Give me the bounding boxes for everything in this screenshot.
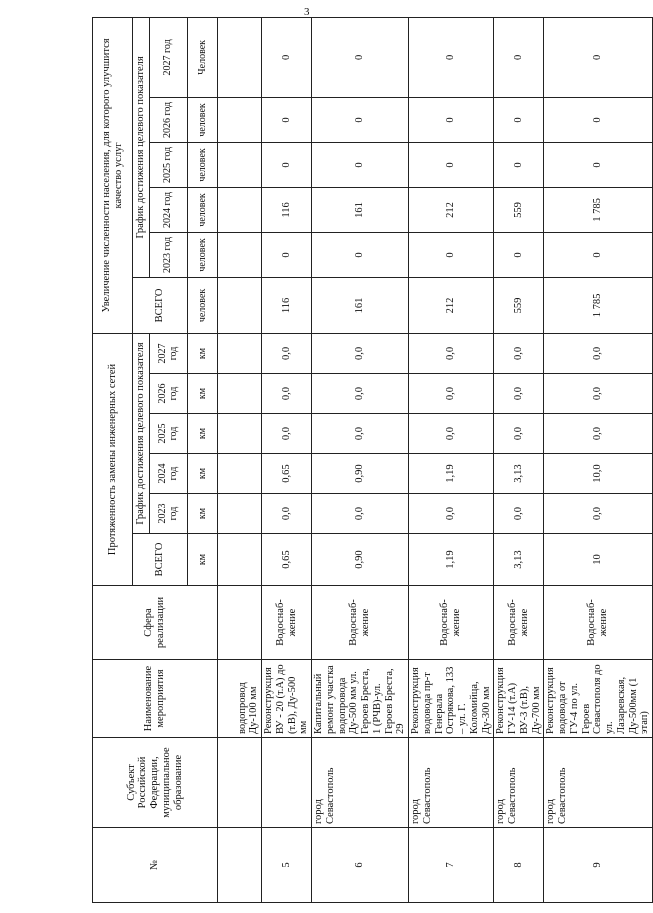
cell-population-year: 0 (262, 232, 312, 277)
cell-empty (218, 333, 262, 373)
cell-population-total: 212 (409, 277, 494, 333)
cell-length-year: 0,0 (262, 374, 312, 414)
cell-empty (218, 738, 262, 828)
cell-subject: город Севастополь (544, 738, 653, 828)
cell-empty (218, 277, 262, 333)
header-population-year: 2026 год (150, 97, 188, 142)
cell-empty (218, 586, 262, 660)
table-body (218, 17, 653, 902)
header-length-year: 2026 год (150, 374, 188, 414)
cell-number: 6 (312, 828, 409, 903)
cell-length-total: 1,19 (409, 534, 494, 586)
header-population-year: 2023 год (150, 232, 188, 277)
cell-population-year: 0 (409, 97, 494, 142)
cell-population-year: 0 (494, 142, 544, 187)
cell-population-total: 161 (312, 277, 409, 333)
cell-sphere: Водоснаб-жение (262, 586, 312, 660)
unit-person: человек (188, 97, 218, 142)
cell-length-year: 1,19 (409, 454, 494, 494)
cell-length-year: 0,0 (544, 414, 653, 454)
unit-km: км (188, 414, 218, 454)
cell-population-year: 0 (262, 17, 312, 97)
cell-empty (218, 494, 262, 534)
cell-name: Реконструкция водовода пр-т Генерала Острякова, 133 – ул. Г. Коломийца, Ду-300 мм (409, 660, 494, 738)
cell-empty (218, 534, 262, 586)
cell-length-year: 0,65 (262, 454, 312, 494)
cell-population-year: 0 (312, 142, 409, 187)
table-row (262, 17, 312, 902)
cell-population-year: 0 (409, 142, 494, 187)
header-length-year: 2025 год (150, 414, 188, 454)
cell-population-year: 1 785 (544, 187, 653, 232)
cell-population-year: 0 (544, 97, 653, 142)
cell-name: Реконструкция ГУ-14 (т.А) ВУ-3 (т.В), Ду-700 мм (494, 660, 544, 738)
cell-length-year: 0,0 (544, 374, 653, 414)
header-name: Наименование мероприятия (93, 660, 218, 738)
table-row (494, 17, 544, 902)
cell-length-year: 0,0 (409, 494, 494, 534)
cell-population-year: 0 (494, 17, 544, 97)
cell-empty (218, 142, 262, 187)
cell-sphere: Водоснаб-жение (409, 586, 494, 660)
cell-population-year: 0 (409, 232, 494, 277)
cell-length-year: 0,0 (409, 333, 494, 373)
cell-length-year: 0,90 (312, 454, 409, 494)
cell-empty (218, 374, 262, 414)
table-row-continuation (218, 17, 262, 902)
unit-person: человек (188, 187, 218, 232)
cell-population-year: 0 (312, 17, 409, 97)
cell-length-year: 3,13 (494, 454, 544, 494)
unit-km: км (188, 374, 218, 414)
cell-length-total: 10 (544, 534, 653, 586)
table-row (409, 17, 494, 902)
cell-population-year: 212 (409, 187, 494, 232)
cell-length-year: 0,0 (312, 414, 409, 454)
header-population-year: 2024 год (150, 187, 188, 232)
cell-length-year: 0,0 (312, 494, 409, 534)
cell-subject: город Севастополь (494, 738, 544, 828)
cell-length-year: 0,0 (409, 414, 494, 454)
cell-population-year: 0 (494, 232, 544, 277)
unit-km: км (188, 454, 218, 494)
table-row (312, 17, 409, 902)
header-population-year: 2025 год (150, 142, 188, 187)
unit-person: человек (188, 232, 218, 277)
cell-length-year: 0,0 (312, 333, 409, 373)
cell-empty (218, 454, 262, 494)
cell-empty (218, 17, 262, 97)
header-length-year: 2027 год (150, 333, 188, 373)
table-header (93, 17, 218, 902)
cell-length-year: 0,0 (544, 494, 653, 534)
cell-length-year: 0,0 (262, 333, 312, 373)
cell-subject: город Севастополь (409, 738, 494, 828)
cell-population-year: 0 (312, 97, 409, 142)
cell-empty (218, 97, 262, 142)
header-number: № (93, 828, 218, 903)
cell-name: Реконструкция ВУ - 20 (т.А) до (т.В), Ду-500 мм (262, 660, 312, 738)
cell-number: 7 (409, 828, 494, 903)
cell-length-year: 0,0 (262, 414, 312, 454)
cell-population-year: 0 (409, 17, 494, 97)
cell-number: 9 (544, 828, 653, 903)
cell-population-year: 116 (262, 187, 312, 232)
unit-km: км (188, 494, 218, 534)
cell-empty (218, 828, 262, 903)
header-length-total: ВСЕГО (133, 534, 188, 586)
cell-empty (218, 414, 262, 454)
cell-length-year: 10,0 (544, 454, 653, 494)
header-length-year: 2024 год (150, 454, 188, 494)
cell-name: Капитальный ремонт участка водопровода Ду-500 мм ул. Героев Бреста, 1 (РЧВ)-ул. Героев Бреста, 29 (312, 660, 409, 738)
cell-length-year: 0,0 (312, 374, 409, 414)
cell-length-year: 0,0 (494, 374, 544, 414)
unit-person: человек (188, 277, 218, 333)
cell-population-year: 0 (494, 97, 544, 142)
cell-number: 5 (262, 828, 312, 903)
cell-population-year: 0 (544, 232, 653, 277)
cell-subject: город Севастополь (312, 738, 409, 828)
cell-population-year: 161 (312, 187, 409, 232)
unit-person: Человек (188, 17, 218, 97)
header-population-total: ВСЕГО (133, 277, 188, 333)
cell-population-total: 1 785 (544, 277, 653, 333)
unit-km: км (188, 534, 218, 586)
header-population-schedule: График достижения целевого показателя (133, 17, 150, 277)
header-length-group: Протяженность замены инженерных сетей (93, 333, 133, 585)
cell-population-year: 0 (262, 97, 312, 142)
cell-empty (218, 232, 262, 277)
cell-population-total: 559 (494, 277, 544, 333)
cell-empty (218, 187, 262, 232)
table-row (544, 17, 653, 902)
cell-name: Реконструкция водовода от ГУ-4 по ул. Героев Севастополя до ул. Лазаревская, Ду-500мм (1 этап) (544, 660, 653, 738)
cell-length-total: 3,13 (494, 534, 544, 586)
header-population-group: Увеличение численности населения, для которого улучшится качество услуг (93, 17, 133, 333)
cell-subject (262, 738, 312, 828)
header-sphere: Сфера реализации (93, 586, 218, 660)
cell-population-year: 0 (544, 142, 653, 187)
header-length-year: 2023 год (150, 494, 188, 534)
cell-population-total: 116 (262, 277, 312, 333)
cell-population-year: 559 (494, 187, 544, 232)
cell-population-year: 0 (544, 17, 653, 97)
cell-sphere: Водоснаб-жение (312, 586, 409, 660)
cell-length-year: 0,0 (409, 374, 494, 414)
unit-km: км (188, 333, 218, 373)
cell-length-total: 0,65 (262, 534, 312, 586)
header-subject: Субъект Российской Федерации, муниципальное образование (93, 738, 218, 828)
cell-continuation-text: водопровод Ду-100 мм (218, 660, 262, 738)
header-population-year: 2027 год (150, 17, 188, 97)
cell-length-year: 0,0 (262, 494, 312, 534)
rotated-table-area (92, 18, 651, 903)
cell-population-year: 0 (262, 142, 312, 187)
cell-length-year: 0,0 (494, 333, 544, 373)
cell-length-year: 0,0 (544, 333, 653, 373)
cell-sphere: Водоснаб-жение (544, 586, 653, 660)
page-number: 3 (304, 6, 310, 18)
cell-population-year: 0 (312, 232, 409, 277)
cell-length-total: 0,90 (312, 534, 409, 586)
cell-number: 8 (494, 828, 544, 903)
rotated-table-frame (92, 18, 651, 903)
measures-table (92, 17, 653, 903)
cell-sphere: Водоснаб-жение (494, 586, 544, 660)
unit-person: человек (188, 142, 218, 187)
cell-length-year: 0,0 (494, 414, 544, 454)
cell-length-year: 0,0 (494, 494, 544, 534)
header-length-schedule: График достижения целевого показателя (133, 333, 150, 533)
